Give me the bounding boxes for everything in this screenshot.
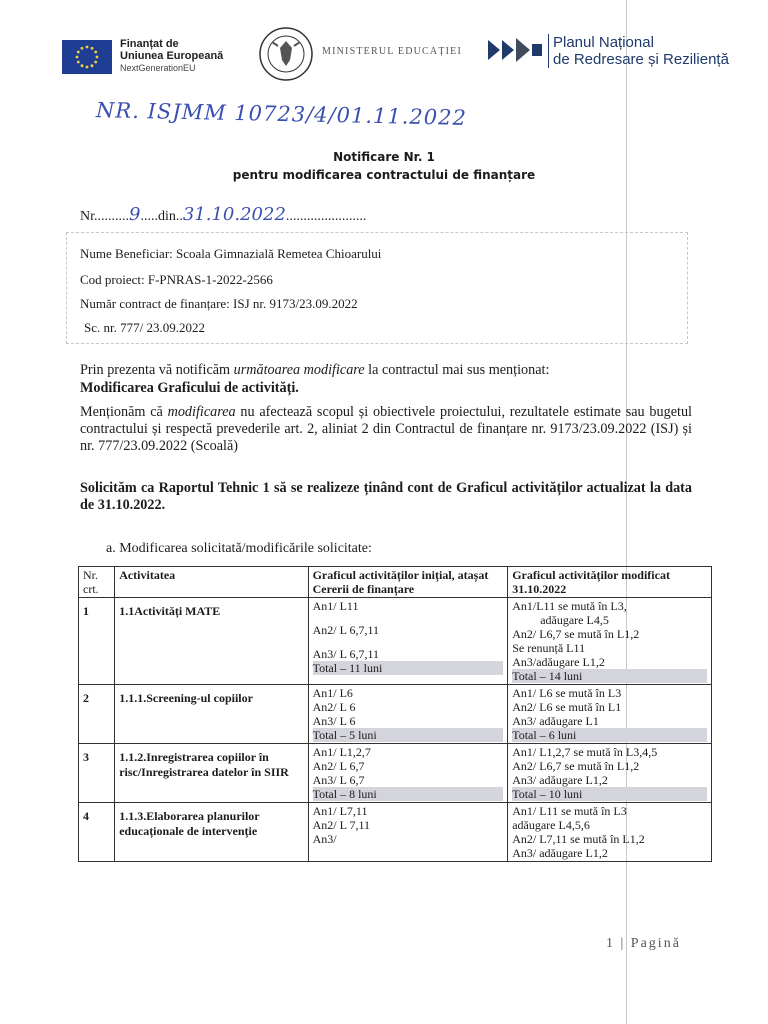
eu-line3: NextGenerationEU [120, 63, 196, 73]
nr-label: Nr. [80, 209, 98, 224]
schedule-line: An3/adăugare L1,2 [512, 655, 605, 669]
notification-number-line: Nr..........9.....din..31.10.2022....................... [80, 204, 367, 225]
romania-seal-icon [258, 26, 314, 82]
header-activity: Activitatea [115, 567, 308, 598]
row-activity: 1.1Activități MATE [115, 598, 308, 685]
header-modified: Graficul activităților modificat 31.10.2022 [508, 567, 712, 598]
schedule-line: An2/ L 6 [312, 700, 356, 714]
schedule-line: An1/ L6 [312, 686, 353, 700]
row-modified-schedule [508, 598, 712, 685]
schedule-line: An1/ L1,2,7 se mută în L3,4,5 [512, 745, 658, 759]
schedule-line: adăugare L4,5,6 [512, 818, 590, 832]
schedule-line: An2/ L6 se mută în L1 [512, 700, 622, 714]
schedule-line: An1/L11 se mută în L3, [512, 599, 627, 613]
row-modified-schedule [508, 685, 712, 744]
row-number: 1 [79, 598, 115, 685]
header-nr: Nr. crt. [79, 567, 115, 598]
schedule-line: Total – 11 luni [313, 661, 504, 675]
schedule-line: An1/ L6 se mută în L3 [512, 686, 622, 700]
table-row [79, 803, 712, 862]
schedule-line: Total – 6 luni [512, 728, 707, 742]
schedule-line [313, 637, 504, 647]
schedule-line: An1/ L11 se mută în L3 [512, 804, 627, 818]
schedule-line: Total – 5 luni [313, 728, 504, 742]
schedule-line: Total – 8 luni [313, 787, 504, 801]
row-modified-schedule [508, 803, 712, 862]
schedule-line: An1/ L11 [312, 599, 359, 613]
row-activity: 1.1.1.Screening-ul copiilor [115, 685, 308, 744]
schedule-line: An2/ L7,11 se mută în L1,2 [512, 832, 645, 846]
schedule-line: An3/ adăugare L1,2 [512, 773, 608, 787]
ministry-name: MINISTERUL EDUCAȚIEI [322, 46, 463, 57]
pnrr-line2: de Redresare și Reziliență [553, 51, 729, 68]
row-number: 3 [79, 744, 115, 803]
header-initial: Graficul activităților inițial, atașat Cererii de finanțare [308, 567, 508, 598]
eu-funding-label [120, 38, 223, 74]
schedule-line: An3/ L 6 [312, 714, 356, 728]
eu-flag-icon [62, 40, 112, 74]
beneficiary-name: Nume Beneficiar: Scoala Gimnazială Remetea Chioarului [80, 246, 382, 261]
table-header-row [79, 567, 712, 598]
schedule-line: An2/ L 6,7,11 [312, 623, 380, 637]
table-row [79, 685, 712, 744]
schedule-line: An3/ adăugare L1,2 [512, 846, 608, 860]
row-activity: 1.1.3.Elaborarea planurilor educaționale de intervenție [115, 803, 308, 862]
modification-heading: Modificarea Graficului de activități. [80, 380, 299, 396]
list-item-a: a. Modificarea solicitată/modificările solicitate: [106, 541, 372, 556]
nr-value: 9 [129, 204, 141, 225]
schedule-line: An3/ adăugare L1 [512, 714, 599, 728]
pnrr-line1: Planul Național [553, 34, 654, 51]
row-initial-schedule [308, 598, 508, 685]
pnrr-title [548, 34, 729, 68]
project-code: Cod proiect: F-PNRAS-1-2022-2566 [80, 272, 273, 287]
registration-number: NR. ISJMM 10723/4/01.11.2022 [95, 98, 468, 130]
schedule-line: Total – 10 luni [512, 787, 707, 801]
activities-table [78, 566, 712, 862]
table-row [79, 744, 712, 803]
document-subtitle: pentru modificarea contractului de finanțare [232, 168, 536, 182]
pnrr-logo-icon [486, 36, 544, 64]
schedule-line: An2/ L6,7 se mută în L1,2 [512, 759, 640, 773]
schedule-line: An1/ L1,2,7 [312, 745, 371, 759]
contract-number: Număr contract de finanțare: ISJ nr. 9173/23.09.2022 [80, 296, 358, 311]
eu-line1: Finanțat de [120, 38, 179, 50]
row-number: 2 [79, 685, 115, 744]
date-value: 31.10.2022 [182, 204, 286, 225]
table-row [79, 598, 712, 685]
page-footer: 1 | Pagină [606, 936, 681, 951]
row-initial-schedule [308, 803, 508, 862]
din-label: din [157, 209, 176, 224]
row-number: 4 [79, 803, 115, 862]
row-initial-schedule [308, 685, 508, 744]
schedule-line: An2/ L 6,7 [312, 759, 365, 773]
schedule-line: An3/ L 6,7 [312, 773, 365, 787]
schedule-line: An2/ L 7,11 [312, 818, 371, 832]
schedule-line: Total – 14 luni [512, 669, 707, 683]
schedule-line: An3/ [312, 832, 337, 846]
eu-line2: Uniunea Europeană [120, 50, 224, 62]
document-title: Notificare Nr. 1 [333, 150, 435, 164]
row-initial-schedule [308, 744, 508, 803]
schedule-line: An2/ L6,7 se mută în L1,2 [512, 627, 640, 641]
schedule-line [313, 613, 504, 623]
row-activity: 1.1.2.Inregistrarea copiilor în risc/Inregistrarea datelor în SIIR [115, 744, 308, 803]
school-number: Sc. nr. 777/ 23.09.2022 [84, 320, 205, 335]
schedule-line: Se renunță L11 [512, 641, 586, 655]
intro-paragraph: Prin prezenta vă notificăm următoarea modificare la contractul mai sus menționat: [80, 362, 550, 378]
schedule-line: adăugare L4,5 [540, 613, 609, 627]
schedule-line: An1/ L7,11 [312, 804, 368, 818]
row-modified-schedule [508, 744, 712, 803]
impact-paragraph: Menționăm că modificarea nu afectează scopul și obiectivele proiectului, rezultatele estimate sau bugetul contractului și respectă prevederile art. 2, aliniat 2 din Contractul de finanțare nr. 9173/23.09.2022 (ISJ) și nr. 777/23.09.2022 (Scoală) [80, 404, 692, 454]
request-paragraph: Solicităm ca Raportul Tehnic 1 să se realizeze ținând cont de Graficul activităților actualizat la data de 31.10.2022. [80, 480, 692, 513]
schedule-line: An3/ L 6,7,11 [312, 647, 380, 661]
